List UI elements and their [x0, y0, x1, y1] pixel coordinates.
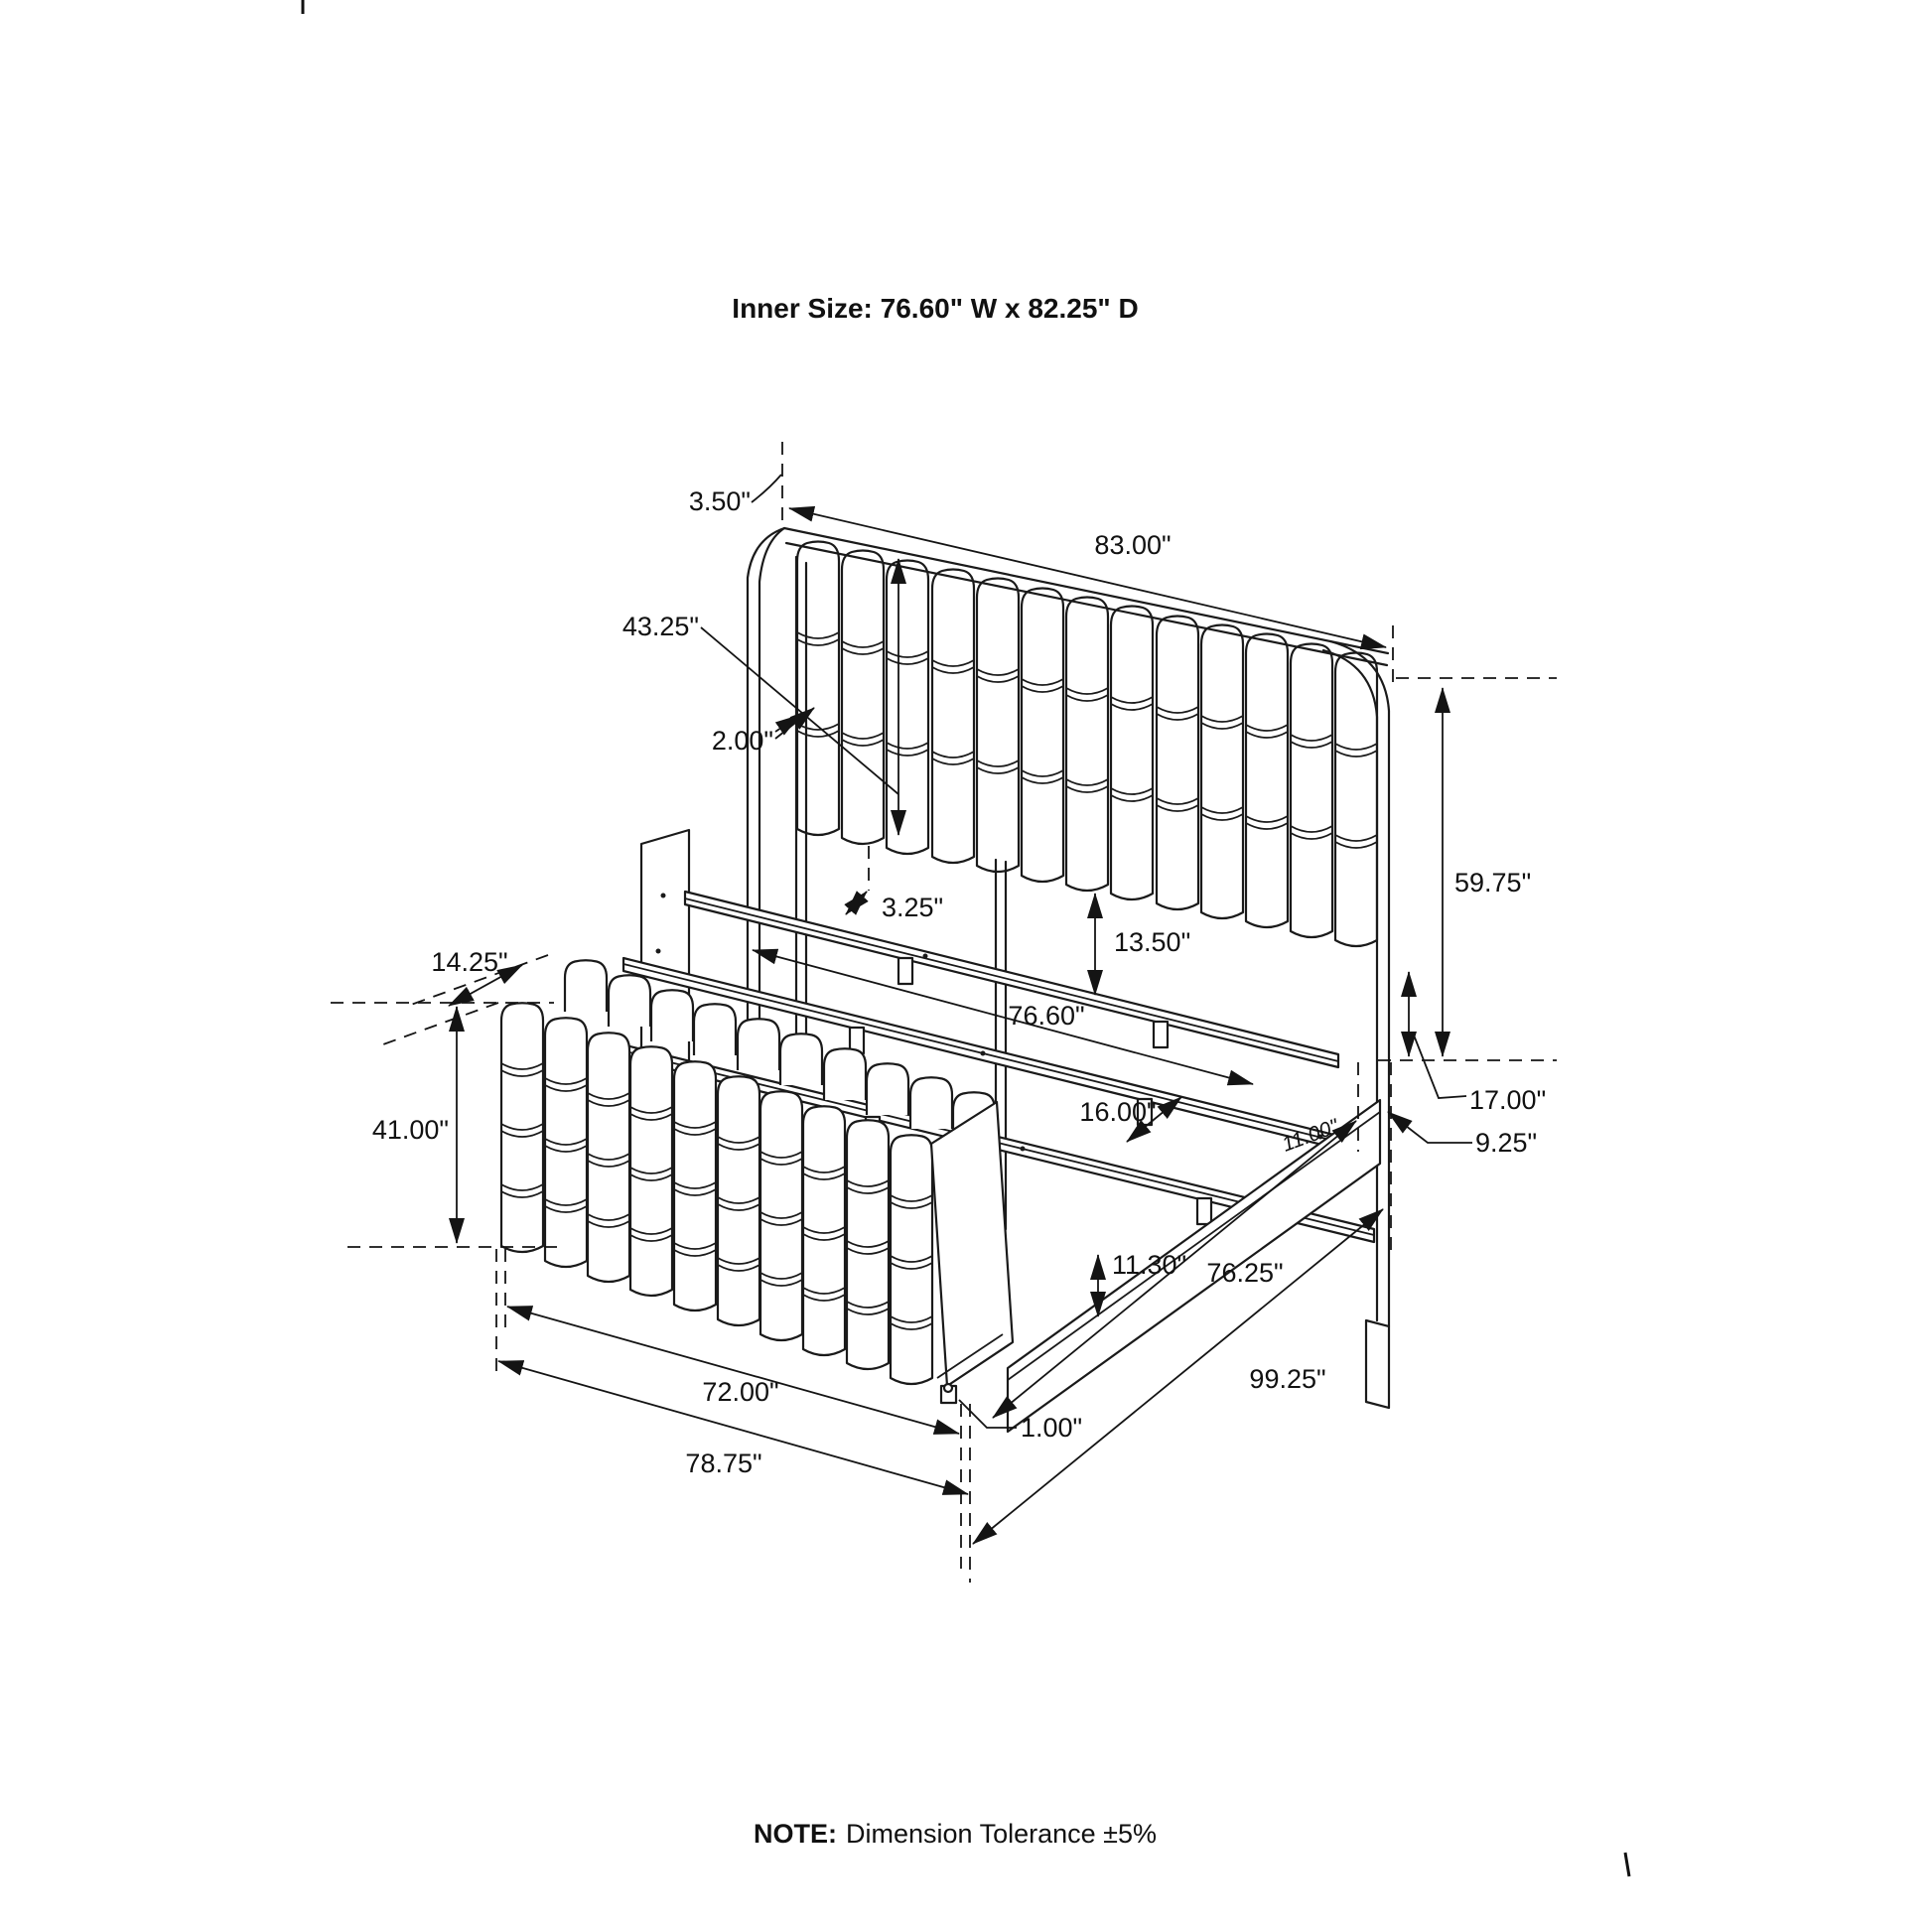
dim-headboard-width-label: 83.00"	[1094, 530, 1172, 560]
dim-slat-spacing-label: 16.00"	[1079, 1097, 1157, 1127]
diagram-title: Inner Size: 76.60" W x 82.25" D	[732, 293, 1139, 324]
tolerance-note-prefix: NOTE:	[754, 1819, 838, 1849]
tolerance-note-text: Dimension Tolerance ±5%	[846, 1819, 1157, 1849]
dim-channel-gap-label: 3.25"	[882, 893, 944, 922]
dim-footboard-height-label: 41.00"	[371, 1115, 449, 1145]
dim-footboard-top-depth-label: 14.25"	[431, 947, 508, 977]
dim-rail-board-height-label: 9.25"	[1475, 1128, 1538, 1158]
dim-channel-height-label: 43.25"	[621, 612, 699, 641]
leader-rail-board-height	[1388, 1112, 1472, 1143]
page-tick-bottom-right	[1625, 1853, 1629, 1876]
dim-cap-thickness-label: 3.50"	[688, 486, 751, 516]
dim-footboard-overall-width-label: 78.75"	[685, 1449, 762, 1478]
dim-wing-thickness-label: 2.00"	[711, 726, 773, 756]
dim-headboard-clearance-label: 13.50"	[1114, 927, 1191, 957]
dim-inner-width-label: 76.60"	[1008, 1001, 1085, 1031]
dim-headboard-height-label: 59.75"	[1454, 868, 1532, 897]
dim-foot-height-label: 1.00"	[1021, 1413, 1083, 1443]
dim-footboard-panel-width-label: 72.00"	[702, 1377, 779, 1407]
dim-channel-gap-line	[846, 892, 867, 914]
dim-inner-depth-label: 76.25"	[1206, 1258, 1284, 1288]
tolerance-note	[754, 1819, 1157, 1849]
footboard-end-panel	[931, 1102, 1013, 1386]
dim-overall-depth-label: 99.25"	[1249, 1364, 1326, 1394]
footboard	[501, 960, 1013, 1403]
dim-rail-top-height-label: 17.00"	[1469, 1085, 1547, 1115]
headboard-leg	[1366, 1320, 1389, 1408]
leader-cap-thickness	[752, 475, 781, 502]
dim-slat-clearance-label: 11.30"	[1112, 1250, 1187, 1280]
leader-rail-top-height	[1413, 1033, 1466, 1098]
dim-rail-face-height-label: 11.00"	[1279, 1115, 1342, 1157]
